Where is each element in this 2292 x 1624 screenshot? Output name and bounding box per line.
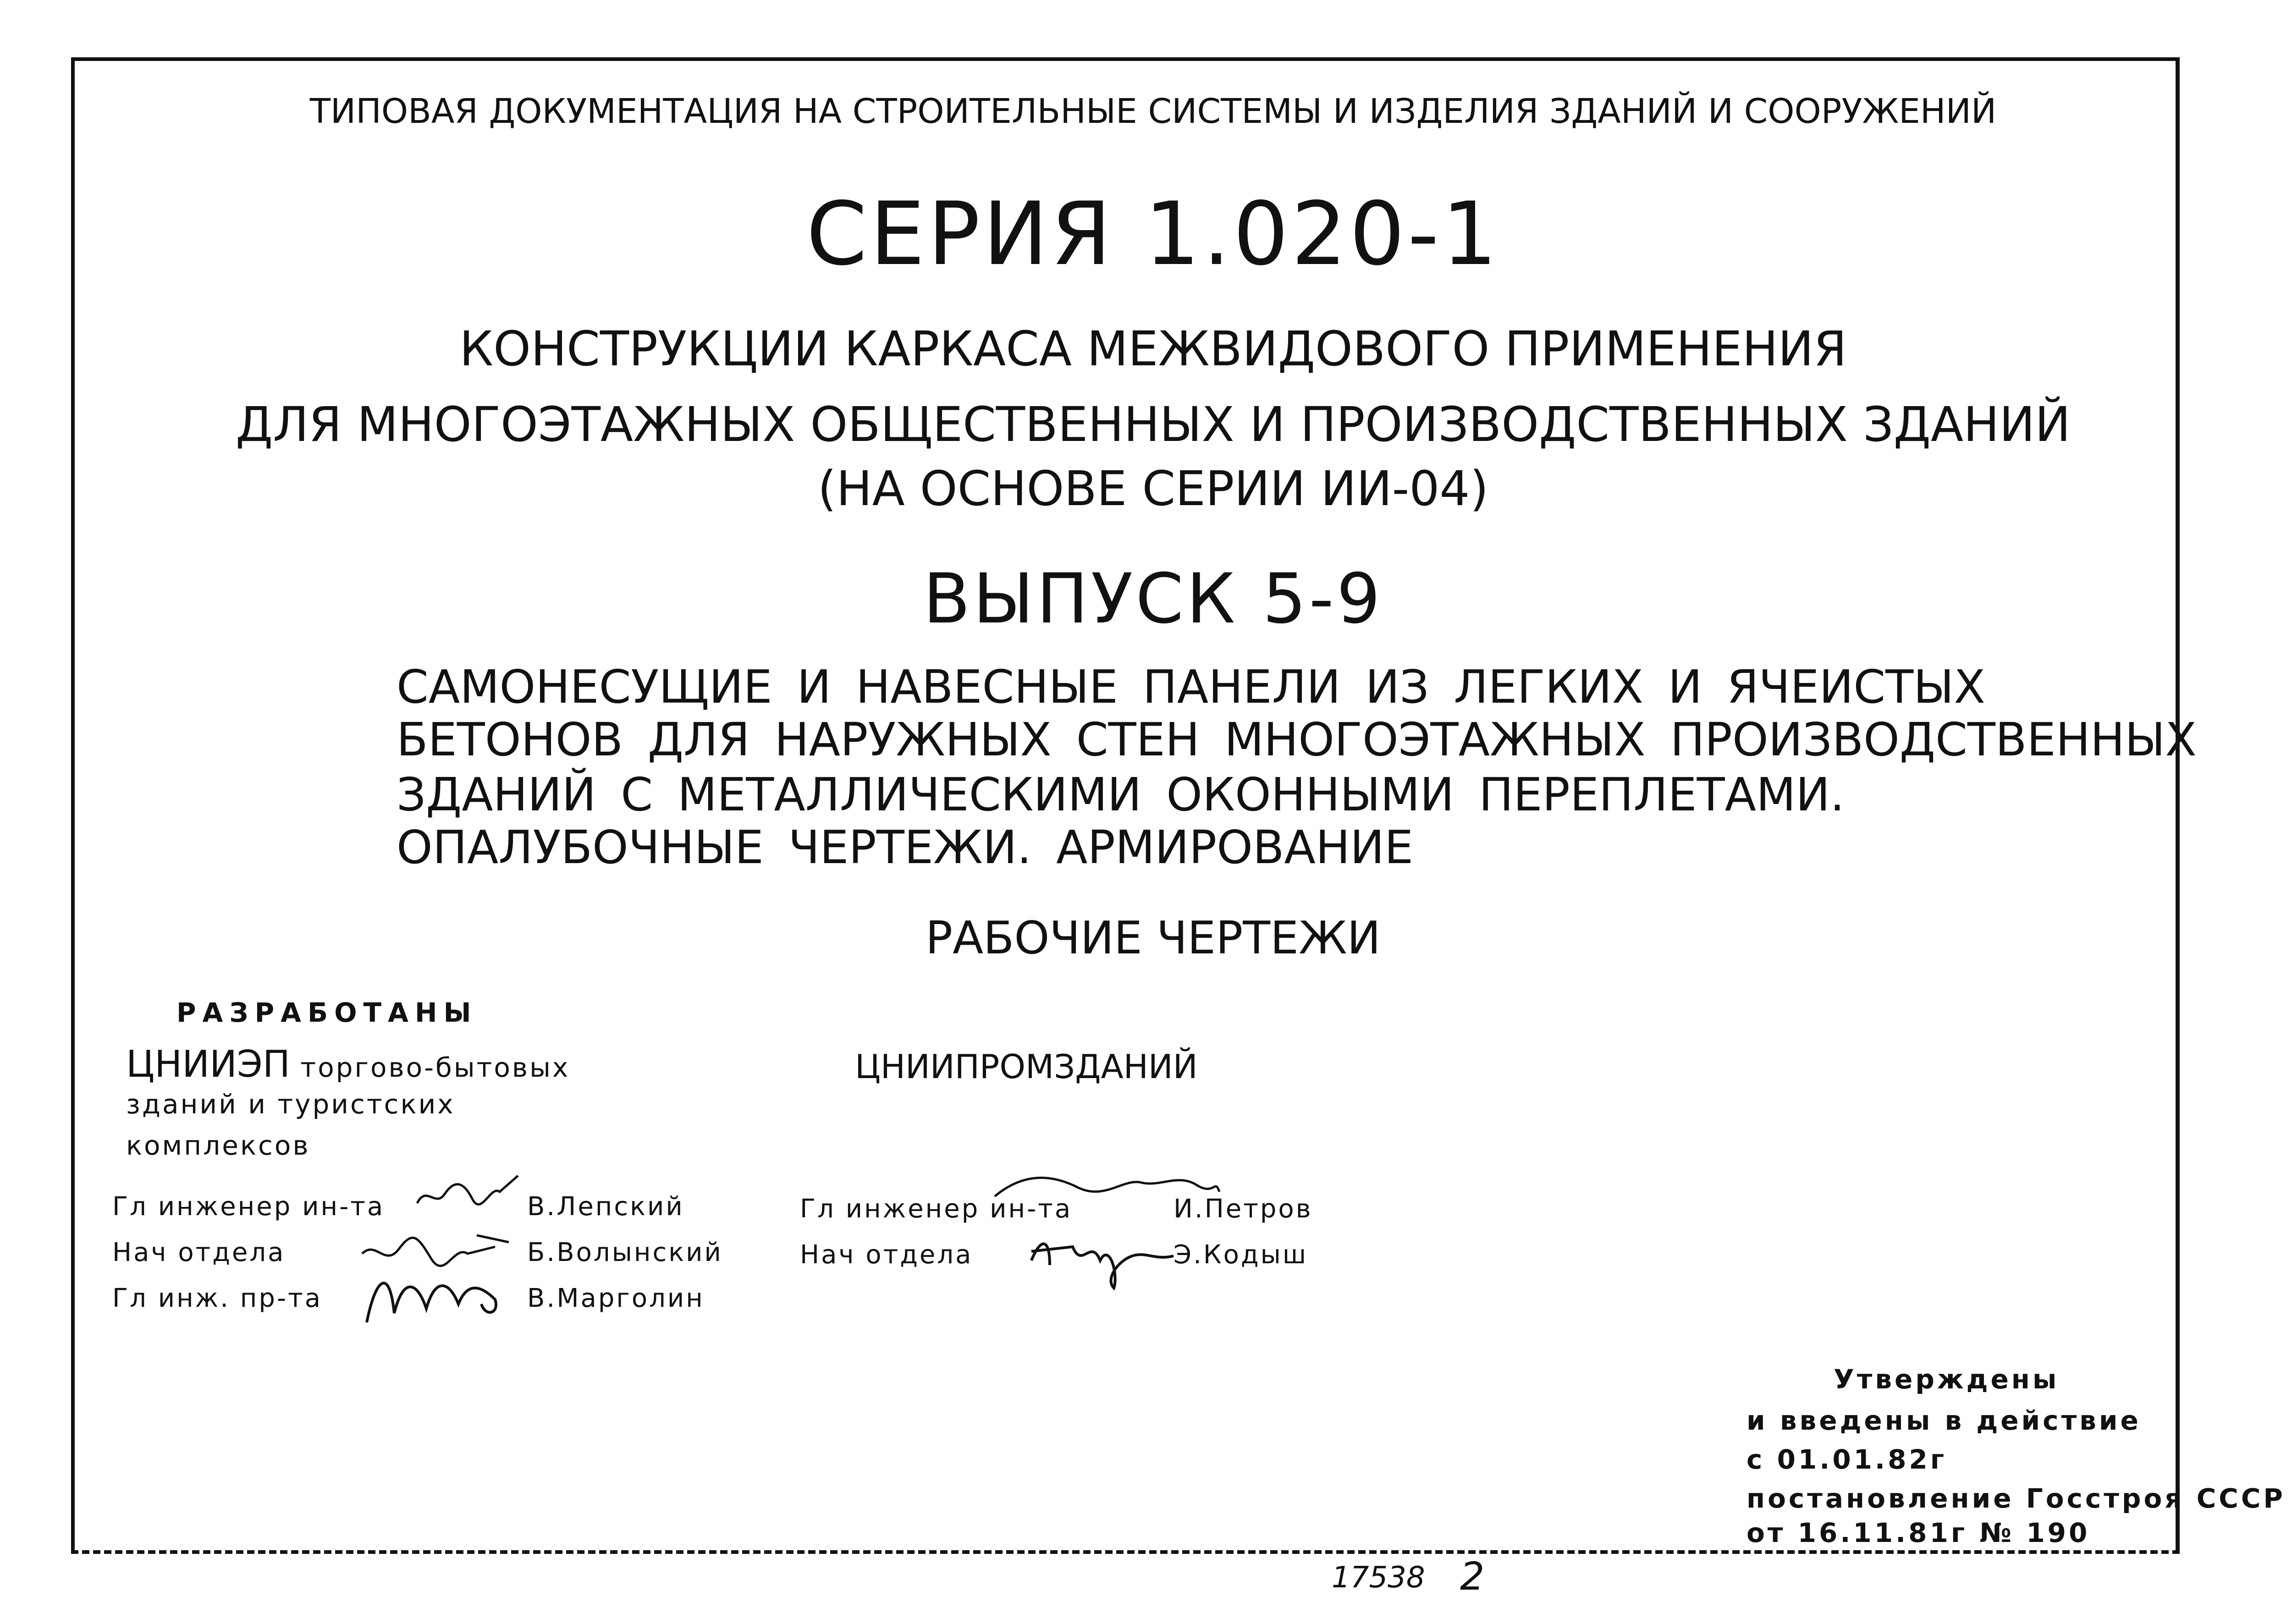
signature-margolin <box>358 1258 509 1332</box>
right-sign-name-1: И.Петров <box>1174 1194 1313 1224</box>
description-line-2: БЕТОНОВ ДЛЯ НАРУЖНЫХ СТЕН МНОГОЭТАЖНЫХ ПРОИЗВОДСТВЕННЫХ <box>397 713 2197 766</box>
left-sign-role-1: Гл инженер ин-та <box>112 1192 385 1222</box>
right-sign-role-2: Нач отдела <box>800 1240 973 1270</box>
approval-line-4: постановление Госстроя СССР <box>1747 1483 2286 1514</box>
issue-number: ВЫПУСК 5-9 <box>923 559 1383 639</box>
series-title: СЕРИЯ 1.020-1 <box>806 183 1500 285</box>
developed-heading: РАЗРАБОТАНЫ <box>176 997 478 1028</box>
developer-org-1-line-2: зданий и туристских <box>126 1089 455 1120</box>
right-sign-role-1: Гл инженер ин-та <box>800 1194 1073 1224</box>
description-line-4: ОПАЛУБОЧНЫЕ ЧЕРТЕЖИ. АРМИРОВАНИЕ <box>397 820 1414 874</box>
approval-line-1: Утверждены <box>1834 1364 2060 1395</box>
subtitle-line-2: ДЛЯ МНОГОЭТАЖНЫХ ОБЩЕСТВЕННЫХ И ПРОИЗВОДСТВЕННЫХ ЗДАНИЙ <box>236 396 2071 452</box>
left-sign-name-3: В.Марголин <box>527 1283 705 1313</box>
developer-org-1-line-1 <box>126 1043 570 1085</box>
left-sign-role-3: Гл инж. пр-та <box>112 1283 323 1313</box>
developer-org-1-rest: торгово-бытовых <box>300 1052 570 1083</box>
subtitle-line-1: КОНСТРУКЦИИ КАРКАСА МЕЖВИДОВОГО ПРИМЕНЕНИЯ <box>459 321 1847 377</box>
working-drawings-label: РАБОЧИЕ ЧЕРТЕЖИ <box>926 912 1381 964</box>
signature-lepsky <box>413 1167 523 1217</box>
left-sign-name-1: В.Лепский <box>527 1192 684 1222</box>
right-sign-name-2: Э.Кодыш <box>1174 1240 1308 1270</box>
inventory-number: 17538 <box>1332 1561 1425 1595</box>
signature-petrov <box>986 1164 1224 1215</box>
developer-org-2: ЦНИИПРОМЗДАНИЙ <box>855 1047 1198 1086</box>
left-sign-name-2: Б.Волынский <box>527 1238 723 1267</box>
developer-org-1-line-3: комплексов <box>126 1130 310 1161</box>
subtitle-line-3: (НА ОСНОВЕ СЕРИИ ИИ-04) <box>817 461 1489 517</box>
page-number: 2 <box>1460 1554 1485 1599</box>
description-line-1: САМОНЕСУЩИЕ И НАВЕСНЫЕ ПАНЕЛИ ИЗ ЛЕГКИХ И ЯЧЕИСТЫХ <box>397 660 1985 714</box>
approval-line-3: с 01.01.82г <box>1747 1444 1947 1475</box>
description-line-3: ЗДАНИЙ С МЕТАЛЛИЧЕСКИМИ ОКОННЫМИ ПЕРЕПЛЕТАМИ. <box>397 768 1845 821</box>
left-sign-role-2: Нач отдела <box>112 1238 286 1267</box>
documentation-header: ТИПОВАЯ ДОКУМЕНТАЦИЯ НА СТРОИТЕЛЬНЫЕ СИСТЕМЫ И ИЗДЕЛИЯ ЗДАНИЙ И СООРУЖЕНИЙ <box>309 92 1997 131</box>
developer-org-1-abbr: ЦНИИЭП <box>126 1043 290 1085</box>
signature-kodysh <box>1022 1219 1178 1293</box>
approval-line-5: от 16.11.81г № 190 <box>1747 1517 2090 1548</box>
approval-line-2: и введены в действие <box>1747 1405 2141 1436</box>
